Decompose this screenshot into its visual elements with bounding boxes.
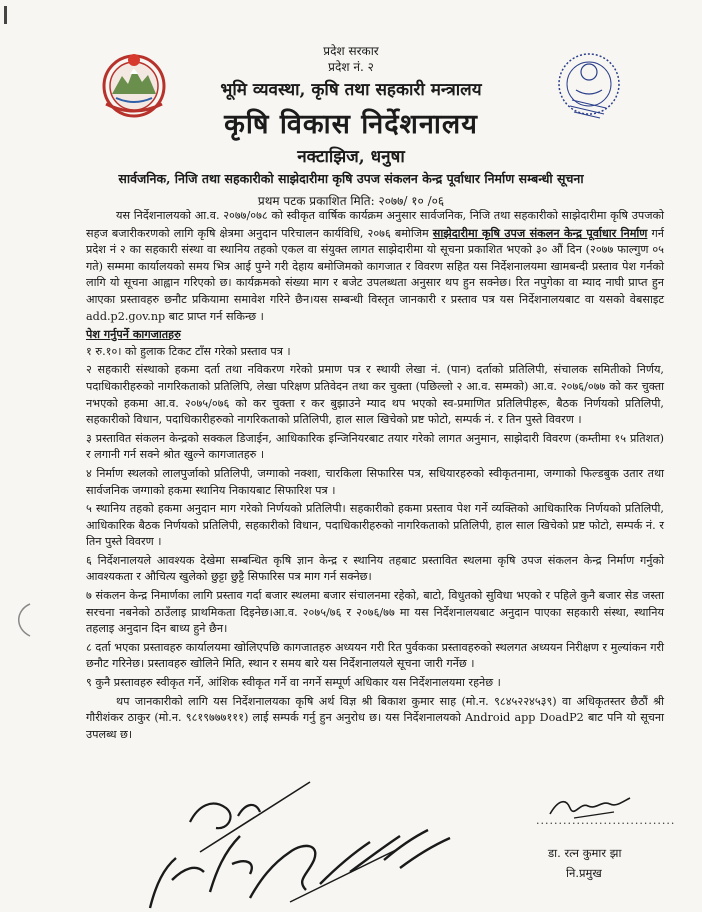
publication-date: प्रथम पटक प्रकाशित मिति: २०७७/ १० /०६ (257, 194, 445, 208)
document-item-9: ९ कुनै प्रस्तावहरु स्वीकृत गर्ने, आंशिक स्वीकृत गर्ने वा नगर्ने सम्पूर्ण अधिकार यस निर्देशनालयमा रहनेछ । (86, 676, 501, 690)
documents-heading: पेश गर्नुपर्ने कागजातहरु (86, 327, 181, 342)
province-number: प्रदेश नं. २ (328, 60, 374, 74)
margin-mark-icon (0, 600, 40, 640)
document-item-3: ३ प्रस्तावित संकलन केन्द्रको सक्कल डिजाईन, आधिकारिक इन्जिनियरबाट तयार गरेको लागत अनुमान, साझेदारी विवरण (कम्तीमा १५ प्रतिशत) र लगानी गर्न सक्ने श्रोत खुल्ने कागजातहरु । (86, 431, 664, 462)
contact-paragraph: थप जानकारीको लागि यस निर्देशनालयका कृषि अर्थ विज्ञ श्री बिकाश कुमार साह (मो.न. ९८४५२२४५३९) वा अधिकृतस्तर छैठौं श्री गौरीशंकर ठाकुर (मो.न. ९८१९७७७१११) लाई सम्पर्क गर्नु हुन अनुरोध छ। यस निर्देशनालयको Android app DoadP2 बाट पनि यो सूचना उपलब्ध छ। (86, 694, 664, 741)
intro-part-a: यस निर्देशनालयको आ.व. २०७७/०७८ को स्वीकृत वार्षिक कार्यक्रम अनुसार सार्वजनिक, निजि तथा सहकारीको साझेदारीमा कृषि उपजको सहज बजारीकरणको लागि कृषि क्षेत्रमा अनुदान परिचालन कार्यविधि, २०७६ बमोजिम (86, 209, 664, 240)
province-government: प्रदेश सरकार (323, 44, 379, 58)
office-name: कृषि विकास निर्देशनालय (224, 109, 478, 140)
signatory-title: नि.प्रमुख (566, 866, 602, 880)
notice-subject: सार्वजनिक, निजि तथा सहकारीको साझेदारीमा कृषि उपज संकलन केन्द्र पूर्वाधार निर्माण सम्बन्धी सूचना (118, 171, 584, 186)
document-item-6: ६ निर्देशनालयले आवश्यक देखेमा सम्बन्धित कृषि ज्ञान केन्द्र र स्थानिय तहबाट प्रस्तावित स्थलमा कृषि उपज संकलन केन्द्र निर्माण गर्नुको आवश्यकता र औचित्य खुलेको छुट्टा छुट्टै सिफारिस पत्र माग गर्न सक्नेछ। (86, 553, 664, 584)
document-item-2: २ सहकारी संस्थाको हकमा दर्ता तथा नविकरण गरेको प्रमाण पत्र र स्थायी लेखा नं. (पान) दर्ताको प्रतिलिपी, संचालक समितीको निर्णय, पदाधिकारीहरुको नागरिकताको प्रतिलिपि, लेखा परिक्षण प्रतिवेदन तथा कर चुक्ता (पछिल्लो २ आ.व. सम्मको) आ.व. २०७६/०७७ को कर चुक्ता नभएको हकमा आ.व. २०७५/०७६ को कर चुक्ता र कर बुझाउने म्याद थप भएको स्व-प्रमाणित प्रतिलिपीहरू, बैठक निर्णयको प्रतिलिपी, सहकारीको विधान, पदाधिकारीहरुको नागरिकताको प्रतिलिपी, हाल साल खिचेको प्रष्ट फोटो, सम्पर्क नं. र तिन पुस्ते विवरण । (86, 363, 664, 427)
intro-underlined: साझेदारीमा कृषि उपज संकलन केन्द्र पूर्वाधार निर्माण (432, 225, 648, 240)
document-item-5: ५ स्थानिय तहको हकमा अनुदान माग गरेको निर्णयको प्रतिलिपी। सहकारीको हकमा प्रस्ताव पेश गर्ने व्यक्तिको आधिकारिक निर्णयको प्रतिलिपी, आधिकारिक बैठक निर्णयको प्रतिलिपी, सहकारीको विधान, पदाधिकारीहरुको नागरिकताको प्रतिलिपी, हाल साल खिचेको प्रष्ट फोटो, सम्पर्क नं. र तिन पुस्ते विवरण । (86, 502, 664, 549)
office-location: नक्टाझिज, धनुषा (297, 147, 405, 167)
scan-edge-mark (4, 6, 7, 24)
intro-part-b: गर्न प्रदेश नं २ का सहकारी संस्था वा स्थानिय तहको एकल वा संयुक्त लागत साझेदारीमा यो सूचना प्रकाशित भएको ३० औं दिन (२०७७ फाल्गुण ०५ गते) सम्ममा कार्यालयको समय भित्र आई पुग्ने गरी देहाय बमोजिमको कागजात र विवरण सहित यस निर्देशनालयमा खामबन्दी प्रस्ताव पेश गर्नको लागि यो सूचना आह्वान गरिएको छ। कार्यक्रमको संख्या माग र बजेट उपलब्धता अनुसार थप हुन सक्नेछ। रित नपुगेका वा म्याद नाघी प्राप्त हुन आएका प्रस्तावहरु छनौट प्रकियामा समावेश गरिने छैन। (86, 226, 664, 306)
intro-part-c: यस सम्बन्धी विस्तृत जानकारी र प्रस्ताव पत्र यस निर्देशनालयबाट वा यसको वेबसाइट add.p2.gov.np बाट प्राप्त गर्न सकिन्छ । (86, 292, 664, 323)
signatory-name: डा. रत्न कुमार झा (548, 846, 622, 860)
document-item-7: ७ संकलन केन्द्र निमार्णका लागि प्रस्ताव गर्दा बजार स्थलमा बजार संचालनमा रहेको, बाटो, विधुतको सुविधा भएको र पहिले कुनै बजार सेड जस्ता सरचना नबनेको ठाउँलाइ प्राथमिकता दिइनेछ।आ.व. २०७५/७६ र २०७६/७७ मा यस निर्देशनालयबाट अनुदान पाएका सहकारी संस्था, स्थानिय तहलाइ अनुदान दिन बाध्य हुने छैन। (86, 589, 664, 636)
handwritten-annotation-icon (100, 772, 460, 912)
signature-line (536, 814, 676, 827)
intro-paragraph (86, 208, 664, 325)
signature-dots: ............................... (536, 814, 676, 827)
notice-body (86, 208, 664, 744)
document-item-8: ८ दर्ता भएका प्रस्तावहरु कार्यालयमा खोलिएपछि कागजातहरु अध्ययन गरी रित पुर्वकका प्रस्तावहरुको स्थलगत अध्ययन निरीक्षण र मुल्यांकन गरी छनौट गरिनेछ। प्रस्तावहरु खोलिने मिति, स्थान र समय बारे यस निर्देशनालयले सूचना जारी गर्नेछ । (86, 640, 664, 671)
document-item-1: १ रु.१०। को हुलाक टिकट टाँस गरेको प्रस्ताव पत्र । (86, 344, 291, 358)
document-item-4: ४ निर्माण स्थलको लालपुर्जाको प्रतिलिपी, जग्गाको नक्शा, चारकिला सिफारिस पत्र, सधियारहरुको स्वीकृतनामा, जग्गाको फिल्डबुक उतार तथा सार्वजनिक जग्गाको हकमा स्थानिय निकायबाट सिफारिश पत्र । (86, 466, 664, 497)
ministry-name: भूमि व्यवस्था, कृषि तथा सहकारी मन्त्रालय (220, 80, 482, 100)
